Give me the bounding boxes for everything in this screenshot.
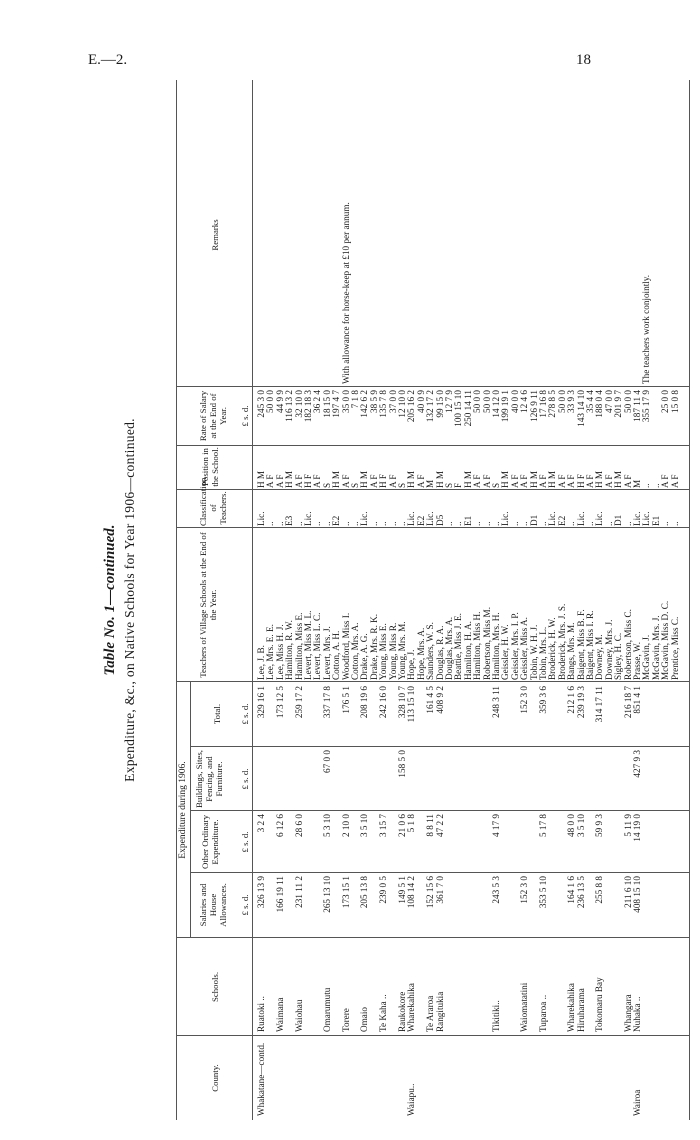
cell-rate: 245 3 0 <box>256 390 266 418</box>
cell-position: A F <box>603 474 614 488</box>
cell-rate: 18 15 0 <box>321 390 332 418</box>
cell-total: 161 4 5 <box>425 686 436 714</box>
cell-school: Wharekahika <box>566 983 577 1032</box>
cell-rate: 35 4 4 <box>585 390 595 413</box>
header-position: Position in the School. <box>200 447 220 487</box>
cell-teacher: Broderick, Mrs. J. S. <box>556 603 567 680</box>
cell-classification: .. <box>538 521 548 526</box>
cell-rate: 355 17 9 <box>641 390 652 423</box>
cell-rate: 12 7 9 <box>444 390 454 413</box>
cell-position: A F <box>368 474 379 488</box>
cell-salaries: 243 5 3 <box>491 876 501 904</box>
cell-rate: 14 12 0 <box>491 390 501 418</box>
cell-position: M <box>632 479 642 488</box>
table-bottom-rule <box>689 80 690 1120</box>
cell-salaries: 353 5 10 <box>538 876 548 909</box>
cell-total: 248 3 11 <box>491 686 501 718</box>
cell-school: Hiruharama <box>575 988 586 1032</box>
cell-teacher: Sigley, H. C. <box>613 632 624 680</box>
cell-classification: .. <box>660 521 671 526</box>
cell-teacher: Robertson, Miss M. <box>481 607 492 680</box>
header-remarks: Remarks <box>210 219 220 251</box>
cell-total: 337 17 8 <box>321 686 332 719</box>
cell-classification: Lic. <box>641 511 652 526</box>
cell-other-expenditure: 2 10 0 <box>340 814 351 837</box>
cell-teacher: Downey, M. <box>594 634 605 680</box>
cell-classification: E1 <box>650 515 661 526</box>
cell-salaries: 326 13 9 <box>256 876 266 909</box>
cell-classification: Lic. <box>256 511 266 526</box>
cell-classification: .. <box>566 521 577 526</box>
cell-total: 314 17 11 <box>594 686 605 723</box>
cell-position: H F <box>378 473 389 488</box>
cell-position: H M <box>406 470 417 488</box>
cell-total: 328 10 7 <box>397 686 407 719</box>
cell-rate: 126 9 11 <box>528 390 539 422</box>
cell-other-expenditure: 59 9 3 <box>594 814 605 837</box>
cell-teacher: Hamilton, Miss E. <box>293 612 304 680</box>
cell-classification: .. <box>509 521 520 526</box>
units-total: £ s. d. <box>240 703 250 725</box>
cell-other-expenditure: 4 17 9 <box>491 814 501 837</box>
cell-rate: 50 0 0 <box>622 390 633 413</box>
cell-position: H M <box>256 470 266 488</box>
cell-total: 242 16 0 <box>378 686 389 719</box>
cell-classification: .. <box>472 521 483 526</box>
cell-teacher: Douglas, R. A. <box>434 625 445 680</box>
cell-classification: .. <box>603 521 614 526</box>
cell-school: Waiomatatini <box>519 982 530 1032</box>
cell-classification: Lic. <box>575 511 586 526</box>
cell-other-expenditure: 5 1 8 <box>406 814 417 833</box>
cell-classification: .. <box>669 521 680 526</box>
cell-rate: 50 0 0 <box>481 390 492 413</box>
cell-rate: 15 0 8 <box>669 390 680 413</box>
cell-other-expenditure: 3 15 7 <box>378 814 389 837</box>
cell-salaries: 152 3 0 <box>519 876 530 904</box>
cell-rate: 33 9 3 <box>566 390 577 413</box>
cell-position: A F <box>415 474 426 488</box>
cell-rate: 201 9 7 <box>613 390 624 418</box>
cell-position: S <box>491 482 501 488</box>
table-top-rule <box>176 80 177 1120</box>
cell-position: A F <box>509 474 520 488</box>
cell-school: Omarumutu <box>321 987 332 1032</box>
cell-other-expenditure: 6 12 6 <box>274 814 285 837</box>
cell-salaries: 236 13 5 <box>575 876 586 909</box>
cell-other-expenditure: 3 5 10 <box>359 814 370 837</box>
page-number: 18 <box>576 52 591 68</box>
cell-classification: E2 <box>556 515 567 526</box>
cell-classification: .. <box>368 521 379 526</box>
cell-classification: .. <box>321 521 332 526</box>
cell-school: Wharekahika <box>406 983 417 1032</box>
cell-rate: 44 9 9 <box>274 390 285 413</box>
cell-position: H M <box>528 470 539 488</box>
cell-classification: D1 <box>528 514 539 526</box>
cell-position: A F <box>660 474 671 488</box>
cell-school: Tuparoa .. <box>538 994 548 1032</box>
header-schools: Schools. <box>210 971 220 1003</box>
cell-salaries: 265 13 10 <box>321 876 332 913</box>
cell-teacher: Levert, Miss L. C. <box>312 612 323 680</box>
report-code: E.—2. <box>88 52 128 68</box>
cell-remarks: The teachers work conjointly. <box>641 274 652 384</box>
cell-position: S <box>350 482 360 488</box>
cell-position: H M <box>613 470 624 488</box>
cell-rate: 99 15 0 <box>434 390 445 418</box>
header-bottom-rule <box>252 80 253 1120</box>
cell-position: H M <box>359 470 370 488</box>
cell-salaries: 164 1 6 <box>566 876 577 904</box>
cell-salaries: 108 14 2 <box>406 876 417 909</box>
cell-rate: 205 16 2 <box>406 390 417 423</box>
cell-rate: 278 8 5 <box>547 390 558 418</box>
header-county: County. <box>210 1064 220 1092</box>
cell-teacher: Broderick, H. W. <box>547 617 558 680</box>
cell-total: 152 3 0 <box>519 686 530 714</box>
cell-other-expenditure: 5 17 8 <box>538 814 548 837</box>
cell-classification: E3 <box>284 515 295 526</box>
cell-rate: 50 0 0 <box>556 390 567 413</box>
cell-classification: .. <box>481 521 492 526</box>
cell-classification: Lic. <box>500 511 511 526</box>
cell-classification: .. <box>444 521 454 526</box>
cell-school: Whangara <box>622 994 633 1032</box>
header-classification: Classification of Teachers. <box>198 477 228 526</box>
cell-teacher: Young, Miss E. <box>378 623 389 680</box>
cell-teacher: Hope, J. <box>406 649 417 680</box>
cell-salaries: 211 6 10 <box>622 876 633 908</box>
cell-county: Waiapu.. <box>406 1083 417 1116</box>
cell-rate: 188 0 4 <box>594 390 605 418</box>
cell-teacher: Hope, Mrs. A. <box>415 627 426 680</box>
cell-teacher: Geissler, Miss A. <box>519 617 530 680</box>
cell-teacher: Prentice, Miss C. <box>669 616 680 680</box>
cell-classification: Lic. <box>425 511 436 526</box>
cell-school: Ruatoki .. <box>256 996 266 1032</box>
cell-salaries: 149 5 1 <box>397 876 407 904</box>
cell-total: 408 9 2 <box>434 686 445 714</box>
cell-position: S <box>444 482 454 488</box>
cell-teacher: Tobin, Mrs. L. <box>538 626 548 680</box>
cell-position: H F <box>303 473 313 488</box>
cell-classification: .. <box>397 521 407 526</box>
cell-classification: E2 <box>415 515 426 526</box>
cell-salaries: 239 0 5 <box>378 876 389 904</box>
cell-other-expenditure: 5 11 9 <box>622 814 633 837</box>
cell-classification: .. <box>340 521 351 526</box>
cell-position: H M <box>547 470 558 488</box>
cell-position: A F <box>669 474 680 488</box>
cell-classification: Lic. <box>632 511 642 526</box>
cell-teacher: McGavin, Miss D. C. <box>660 600 671 680</box>
cell-teacher: Cotton, Mrs. A. <box>350 622 360 680</box>
cell-teacher: Saunders, W. S. <box>425 622 436 680</box>
cell-total: 851 4 1 <box>632 686 642 714</box>
table-titles <box>98 80 158 1120</box>
cell-teacher: Drake, Mrs. R. K. <box>368 613 379 680</box>
cell-classification: D1 <box>613 514 624 526</box>
cell-other-expenditure: 21 0 6 <box>397 814 407 837</box>
cell-buildings: 67 0 0 <box>321 750 332 773</box>
cell-school: Torere <box>340 1008 351 1032</box>
cell-position: A F <box>538 474 548 488</box>
cell-classification: .. <box>585 521 595 526</box>
cell-rate: 132 17 2 <box>425 390 436 423</box>
cell-salaries: 166 19 11 <box>274 876 285 913</box>
cell-rate: 116 13 2 <box>284 390 295 422</box>
cell-buildings: 427 9 3 <box>632 750 642 778</box>
cell-teacher: Woodford, Miss I. <box>340 612 351 680</box>
cell-other-expenditure: 8 8 11 <box>425 814 436 837</box>
cell-position: A F <box>472 474 483 488</box>
cell-total: 216 18 7 <box>622 686 633 719</box>
cell-rate: 250 14 11 <box>462 390 473 427</box>
cell-total: 329 16 1 <box>256 686 266 719</box>
cell-teacher: Young, Miss R. <box>387 622 398 680</box>
cell-rate: 38 5 9 <box>368 390 379 413</box>
expenditure-table <box>176 80 690 1120</box>
cell-classification: .. <box>453 521 464 526</box>
cell-position: A F <box>481 474 492 488</box>
cell-total: 113 15 10 <box>406 686 417 723</box>
cell-position: .. <box>650 483 661 488</box>
cell-school: Waimana <box>274 997 285 1032</box>
cell-rate: 40 0 9 <box>415 390 426 413</box>
cell-buildings: 158 5 0 <box>397 750 407 778</box>
cell-other-expenditure: 3 2 4 <box>256 814 266 833</box>
cell-position: A F <box>566 474 577 488</box>
cell-teacher: Baigent, Miss B. F. <box>575 609 586 680</box>
cell-position: H M <box>462 470 473 488</box>
cell-classification: .. <box>491 521 501 526</box>
cell-teacher: Lee, Mrs. E. E. <box>265 624 276 680</box>
cell-position: A F <box>519 474 530 488</box>
cell-rate: 199 19 1 <box>500 390 511 423</box>
cell-position: S <box>321 482 332 488</box>
cell-teacher: Geissler, H. W. <box>500 624 511 680</box>
cell-position: A F <box>274 474 285 488</box>
cell-position: A F <box>387 474 398 488</box>
cell-rate: 35 0 0 <box>340 390 351 413</box>
cell-rate: 182 18 3 <box>303 390 313 423</box>
header-expenditure-group: Expenditure during 1906. <box>178 761 188 859</box>
page-header <box>0 52 700 76</box>
cell-school: Raukokore <box>397 991 407 1032</box>
cell-classification: .. <box>265 521 276 526</box>
cell-teacher: Lee, Miss H. J. <box>274 624 285 680</box>
cell-county: Whakatane—contd. <box>256 1042 266 1116</box>
cell-remarks: With allowance for horse-keep at £10 per annum. <box>340 202 351 384</box>
header-buildings: Buildings, Sites, Fencing, and Furniture. <box>194 750 224 808</box>
table-subtitle: Expenditure, &c., on Native Schools for Year 1906—continued. <box>122 418 137 782</box>
cell-position: M <box>425 479 436 488</box>
cell-position: F <box>453 482 464 488</box>
cell-total: 176 5 1 <box>340 686 351 714</box>
cell-rate: 197 4 7 <box>331 390 342 418</box>
cell-school: Tikitiki.. <box>491 1000 501 1032</box>
cell-rate: 100 15 10 <box>453 390 464 427</box>
cell-teacher: Drake, A. G. <box>359 633 370 680</box>
cell-teacher: Young, Mrs. M. <box>397 621 407 680</box>
cell-position: A F <box>585 474 595 488</box>
cell-school: Tokomaru Bay <box>594 977 605 1032</box>
cell-teacher: Beattie, Miss J. E. <box>453 613 464 680</box>
cell-school: Te Araroa <box>425 995 436 1032</box>
cell-position: A F <box>556 474 567 488</box>
cell-other-expenditure: 48 0 0 <box>566 814 577 837</box>
cell-rate: 142 6 2 <box>359 390 370 418</box>
table-title: Table No. 1—continued. <box>102 524 118 676</box>
header-teachers: Teachers of Village Schools at the End of the Year. <box>198 532 218 678</box>
cell-school: Te Kaha .. <box>378 994 389 1032</box>
cell-salaries: 152 15 6 <box>425 876 436 909</box>
header-total: Total. <box>212 703 222 725</box>
cell-other-expenditure: 28 6 0 <box>293 814 304 837</box>
cell-total: 259 17 2 <box>293 686 304 719</box>
cell-teacher: Prasse, W. <box>632 641 642 680</box>
cell-rate: 32 10 0 <box>293 390 304 418</box>
cell-teacher: Hamilton, Mrs. H. <box>491 612 501 680</box>
cell-position: H F <box>575 473 586 488</box>
cell-classification: Lic. <box>594 511 605 526</box>
cell-rate: 7 1 8 <box>350 390 360 409</box>
cell-teacher: McGavin, J. <box>641 634 652 680</box>
cell-position: H M <box>284 470 295 488</box>
header-other-expenditure: Other Ordinary Expenditure. <box>200 815 220 869</box>
cell-other-expenditure: 14 19 0 <box>632 814 642 842</box>
units-buildings: £ s. d. <box>240 768 250 790</box>
cell-rate: 135 7 8 <box>378 390 389 418</box>
cell-classification: E2 <box>331 515 342 526</box>
cell-position: A F <box>622 474 633 488</box>
cell-classification: Lic. <box>303 511 313 526</box>
cell-teacher: Hamilton, Miss H. <box>472 611 483 680</box>
cell-position: H M <box>500 470 511 488</box>
cell-classification: Lic. <box>547 511 558 526</box>
cell-classification: .. <box>312 521 323 526</box>
cell-position: A F <box>312 474 323 488</box>
cell-rate: 40 0 0 <box>509 390 520 413</box>
cell-teacher: Downey, Mrs. J. <box>603 619 614 680</box>
cell-teacher: Bangs, Mrs. M. <box>566 622 577 680</box>
cell-classification: .. <box>622 521 633 526</box>
cell-salaries: 173 15 1 <box>340 876 351 909</box>
cell-classification: .. <box>387 521 398 526</box>
cell-teacher: Levert, Miss M. L. <box>303 610 313 680</box>
cell-position: A F <box>340 474 351 488</box>
cell-position: S <box>397 482 407 488</box>
cell-school: Nuhaka .. <box>632 996 642 1032</box>
cell-classification: .. <box>293 521 304 526</box>
cell-total: 359 3 6 <box>538 686 548 714</box>
cell-total: 239 19 3 <box>575 686 586 719</box>
cell-other-expenditure: 5 3 10 <box>321 814 332 837</box>
cell-county: Wairoa <box>632 1089 642 1116</box>
cell-teacher: Lee, J. B. <box>256 645 266 680</box>
cell-rate: 50 0 0 <box>472 390 483 413</box>
cell-classification: .. <box>519 521 530 526</box>
rotated-table-region <box>98 80 690 1120</box>
table-row <box>670 80 681 1120</box>
cell-total: 208 19 6 <box>359 686 370 719</box>
cell-salaries: 408 15 10 <box>632 876 642 913</box>
cell-school: Waiohau <box>293 999 304 1032</box>
cell-school: Omaio <box>359 1006 370 1032</box>
cell-position: H M <box>434 470 445 488</box>
cell-rate: 50 0 0 <box>265 390 276 413</box>
header-rate: Rate of Salary at the End of Year. <box>198 390 228 442</box>
cell-rate: 187 11 4 <box>632 390 642 422</box>
cell-rate: 143 14 10 <box>575 390 586 427</box>
cell-classification: Lic. <box>406 511 417 526</box>
cell-rate: 12 10 0 <box>397 390 407 418</box>
cell-rate: 36 2 4 <box>312 390 323 413</box>
cell-teacher: Levert, Mrs. J. <box>321 626 332 680</box>
cell-classification: D5 <box>434 514 445 526</box>
cell-rate: 12 4 6 <box>519 390 530 413</box>
units-other: £ s. d. <box>240 831 250 853</box>
cell-salaries: 255 8 8 <box>594 876 605 904</box>
cell-total: 212 1 6 <box>566 686 577 714</box>
cell-classification: .. <box>350 521 360 526</box>
cell-teacher: Hamilton, H. A. <box>462 621 473 680</box>
cell-teacher: Baigent, Miss I. R. <box>585 610 595 680</box>
cell-classification: .. <box>378 521 389 526</box>
units-rate: £ s. d. <box>240 405 250 427</box>
cell-teacher: Douglas, Mrs. A. <box>444 616 454 680</box>
cell-classification: E1 <box>462 515 473 526</box>
cell-rate: 17 16 8 <box>538 390 548 418</box>
cell-position: A F <box>265 474 276 488</box>
cell-position: A F <box>293 474 304 488</box>
cell-total: 173 12 5 <box>274 686 285 719</box>
cell-teacher: Robertson, Miss C. <box>622 609 633 680</box>
header-salaries: Salaries and House Allowances. <box>198 883 228 927</box>
units-salaries: £ s. d. <box>240 894 250 916</box>
cell-rate: 47 0 0 <box>603 390 614 413</box>
cell-other-expenditure: 47 2 2 <box>434 814 445 837</box>
cell-teacher: Cotton, A. H. <box>331 630 342 680</box>
cell-salaries: 231 11 2 <box>293 876 304 908</box>
cell-position: H M <box>594 470 605 488</box>
cell-salaries: 205 13 8 <box>359 876 370 909</box>
cell-rate: 25 0 0 <box>660 390 671 413</box>
cell-school: Rangitukia <box>434 991 445 1032</box>
cell-salaries: 361 7 0 <box>434 876 445 904</box>
cell-teacher: Geissler, Mrs. I. P. <box>509 612 520 680</box>
cell-teacher: McGavin, Mrs. J. <box>650 615 661 680</box>
cell-teacher: Hamilton, R. W. <box>284 620 295 680</box>
cell-classification: .. <box>274 521 285 526</box>
cell-position: H M <box>331 470 342 488</box>
cell-rate: 37 0 0 <box>387 390 398 413</box>
cell-teacher: Tobin, W. H. J. <box>528 624 539 680</box>
cell-position: .. <box>641 483 652 488</box>
cell-classification: Lic. <box>359 511 370 526</box>
cell-other-expenditure: 3 5 10 <box>575 814 586 837</box>
